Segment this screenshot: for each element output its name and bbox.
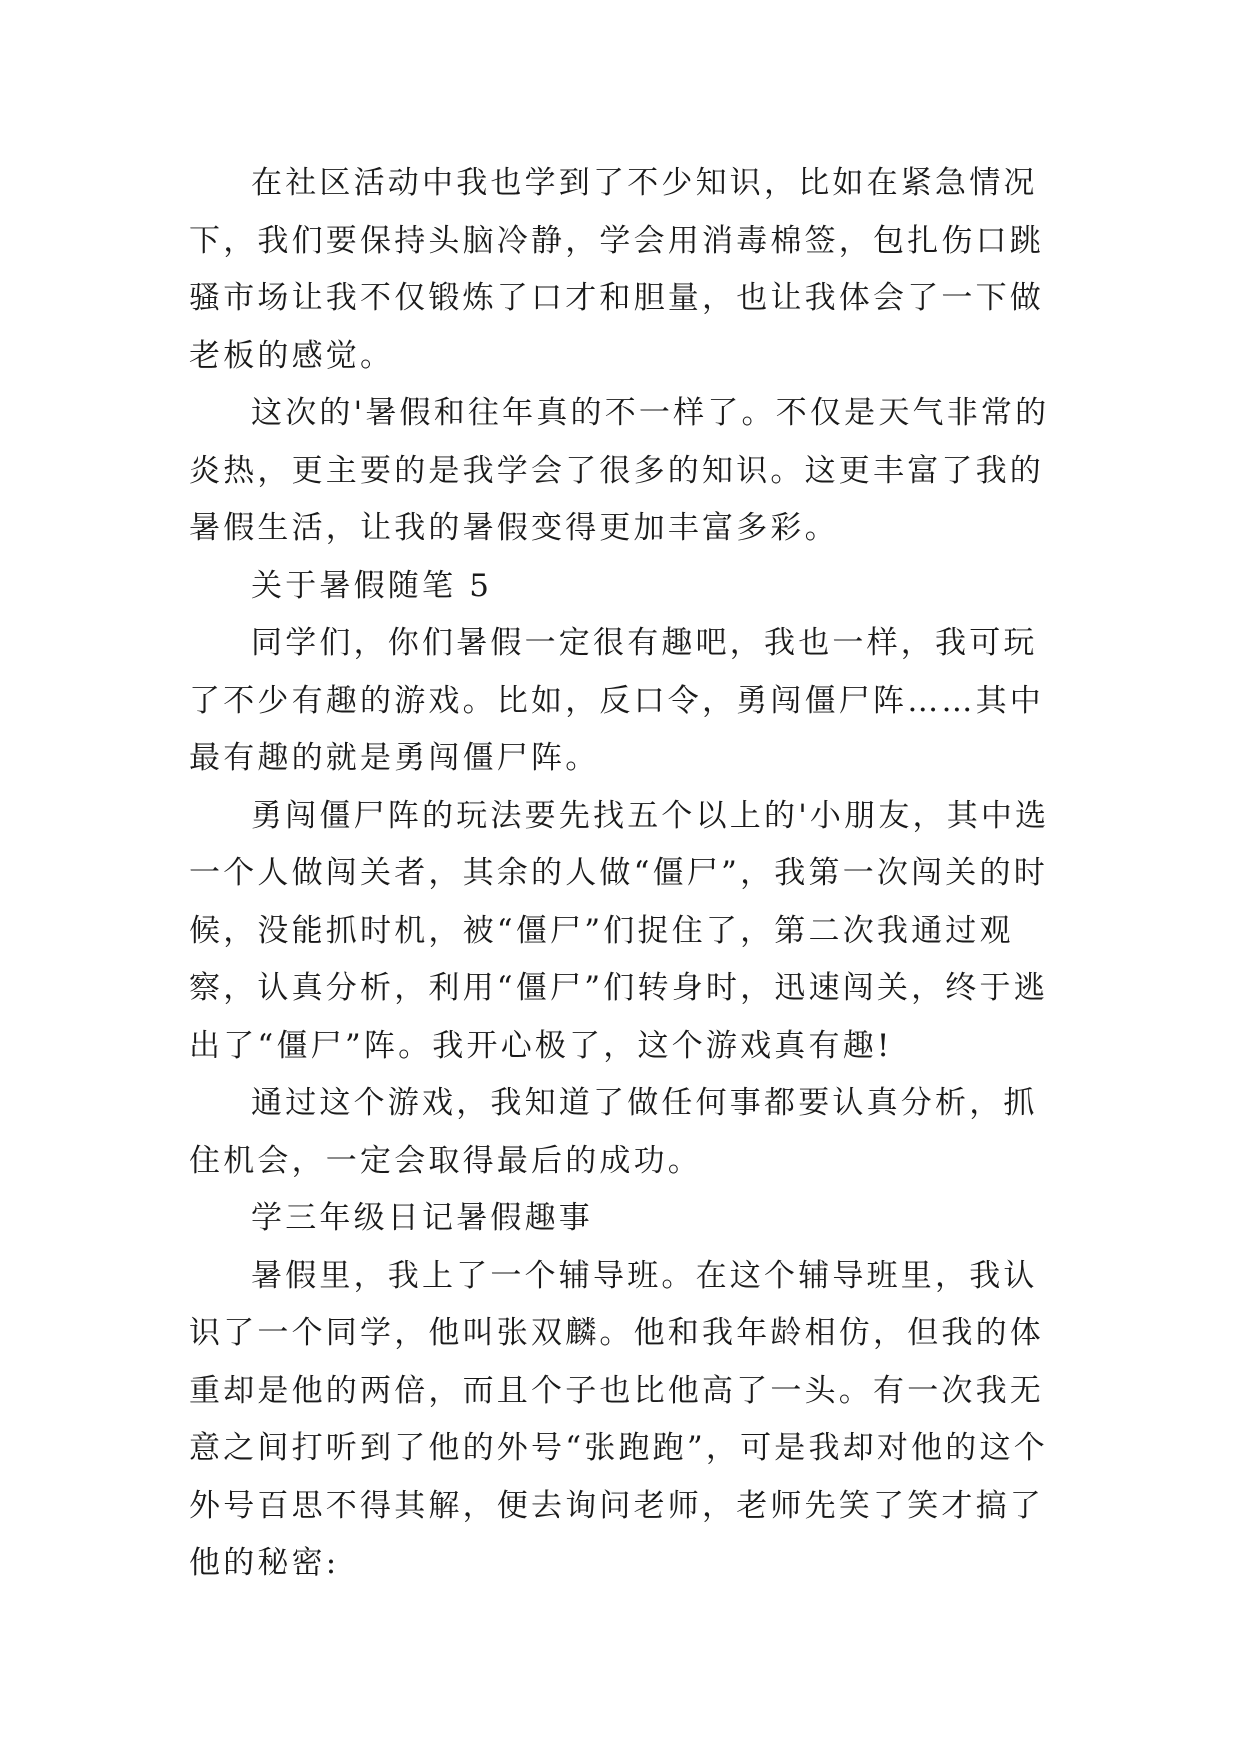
document-body xyxy=(189,155,1059,1593)
paragraph: 通过这个游戏，我知道了做任何事都要认真分析，抓住机会，一定会取得最后的成功。 xyxy=(189,1085,1038,1179)
paragraph: 同学们，你们暑假一定很有趣吧，我也一样，我可玩了不少有趣的游戏。比如，反口令，勇闯僵尸阵……其中最有趣的就是勇闯僵尸阵。 xyxy=(189,625,1044,776)
paragraph: 勇闯僵尸阵的玩法要先找五个以上的'小朋友，其中选一个人做闯关者，其余的人做“僵尸”，我第一次闯关的时候，没能抓时机，被“僵尸”们捉住了，第二次我通过观察，认真分析，利用“僵尸”们转身时，迅速闯关，终于逃出了“僵尸”阵。我开心极了，这个游戏真有趣! xyxy=(189,797,1050,1064)
paragraph: 在社区活动中我也学到了不少知识，比如在紧急情况下，我们要保持头脑冷静，学会用消毒棉签，包扎伤口跳骚市场让我不仅锻炼了口才和胆量，也让我体会了一下做老板的感觉。 xyxy=(189,165,1044,374)
paragraph: 这次的'暑假和往年真的不一样了。不仅是天气非常的炎热，更主要的是我学会了很多的知识。这更丰富了我的暑假生活，让我的暑假变得更加丰富多彩。 xyxy=(189,395,1050,546)
section-heading: 关于暑假随笔 5 xyxy=(251,567,493,604)
paragraph: 暑假里，我上了一个辅导班。在这个辅导班里，我认识了一个同学，他叫张双麟。他和我年龄相仿，但我的体重却是他的两倍，而且个子也比他高了一头。有一次我无意之间打听到了他的外号“张跑跑”，可是我却对他的这个外号百思不得其解，便去询问老师，老师先笑了笑才搞了他的秘密: xyxy=(189,1257,1048,1581)
section-heading: 学三年级日记暑假趣事 xyxy=(251,1200,593,1236)
